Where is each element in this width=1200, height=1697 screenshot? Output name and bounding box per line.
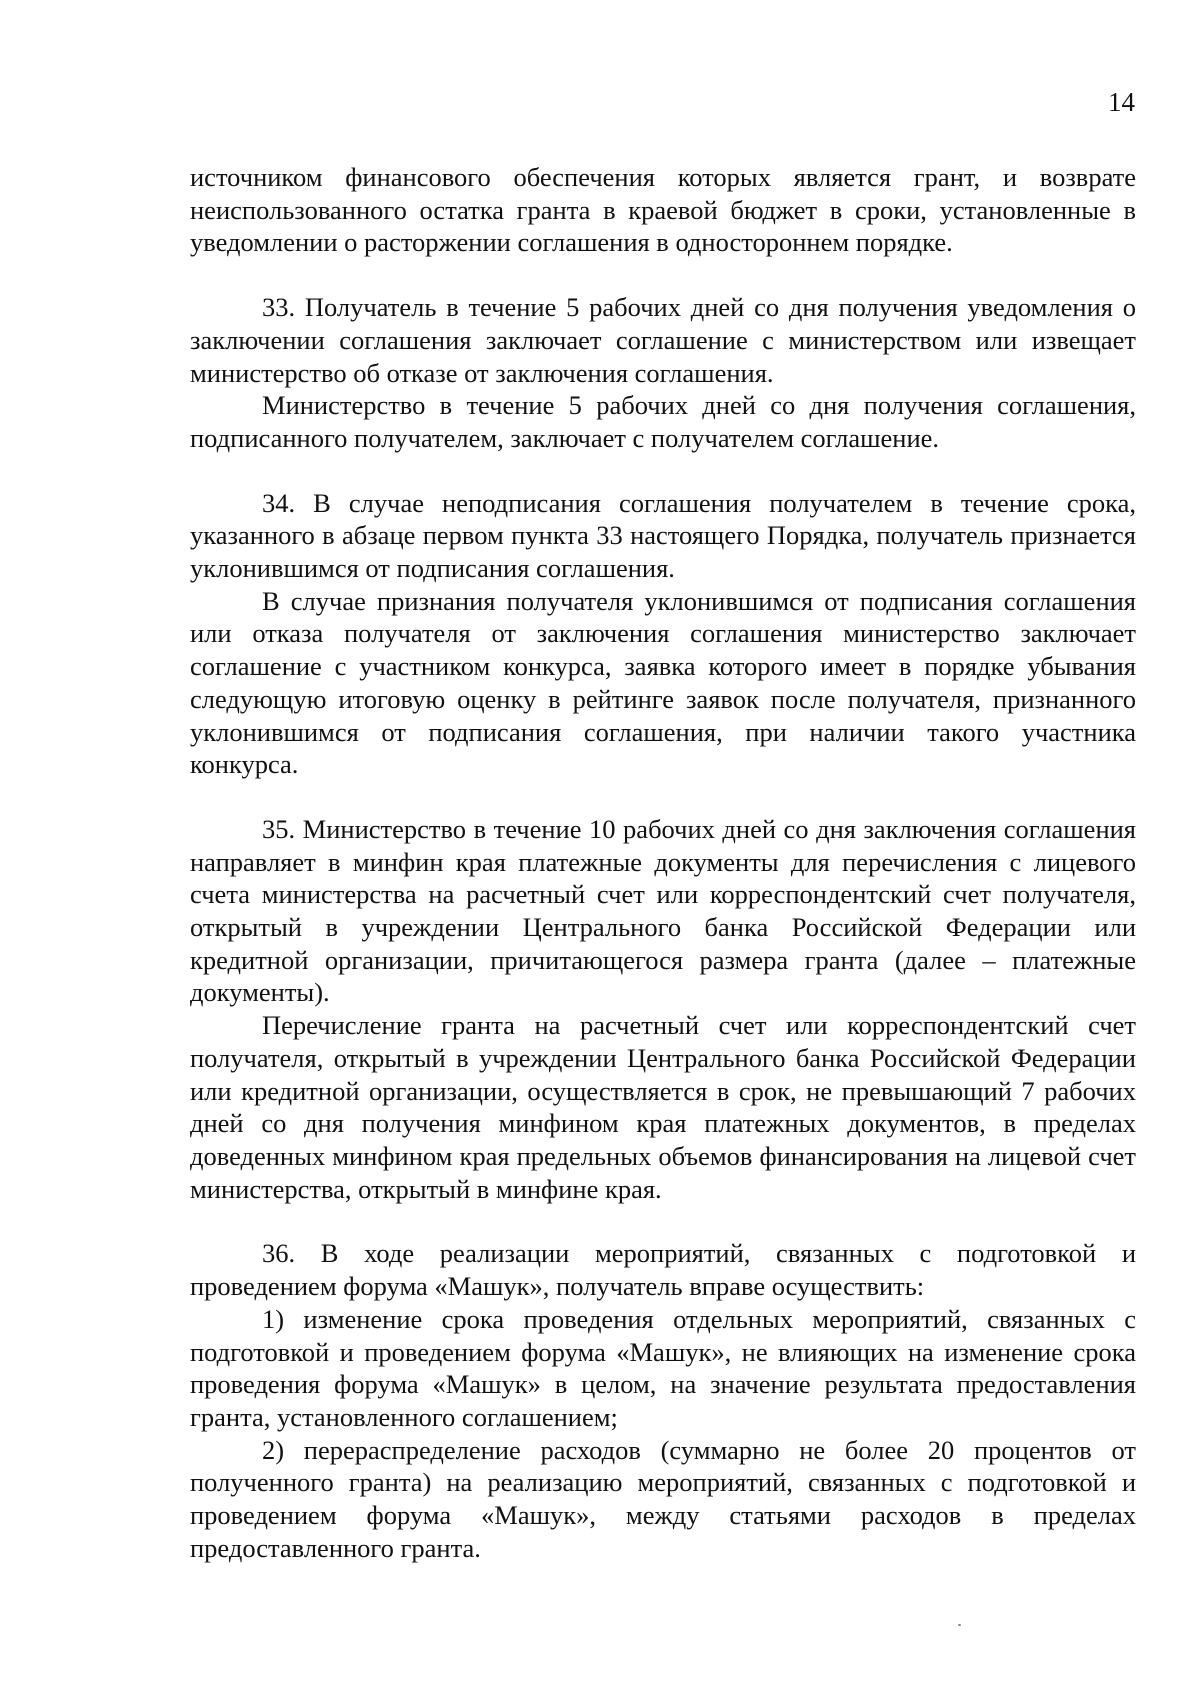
paragraph-item-34-part-2: В случае признания получателя уклонившимся от подписания соглашения или отказа получателя от заключения соглашения министерство заключает соглашение с участником конкурса, заявка которого имеет в порядке убывания следующую итоговую оценку в рейтинге заявок после получателя, признанного уклонившимся от подписания соглашения, при наличии такого участника конкурса. (190, 585, 1136, 780)
paragraph-item-33: 33. Получатель в течение 5 рабочих дней со дня получения уведомления о заключении соглашения заключает соглашение с министерством или извещает министерство об отказе от заключения соглашения. (190, 292, 1136, 388)
paragraph-item-36: 36. В ходе реализации мероприятий, связанных с подготовкой и проведением форума «Машук», получатель вправе осуществить: (190, 1238, 1136, 1302)
page-number: 14 (1108, 87, 1135, 117)
paragraph-item-36-subitem-2: 2) перераспределение расходов (суммарно не более 20 процентов от полученного гранта) на реализацию мероприятий, связанных с подготовкой и проведением форума «Машук», между статьями расходов в пределах предоставленного гранта. (190, 1434, 1136, 1563)
paragraph-item-36-subitem-1: 1) изменение срока проведения отдельных мероприятий, связанных с подготовкой и проведением форума «Машук», не влияющих на изменение срока проведения форума «Машук» в целом, на значение результата предоставления гранта, установленного соглашением; (190, 1303, 1136, 1432)
scan-speck (958, 1624, 961, 1626)
paragraph-item-34: 34. В случае неподписания соглашения получателем в течение срока, указанного в абзаце первом пункта 33 настоящего Порядка, получатель признается уклонившимся от подписания соглашения. (190, 487, 1136, 584)
paragraph-continuation: источником финансового обеспечения которых является грант, и возврате неиспользованного остатка гранта в краевой бюджет в сроки, установленные в уведомлении о расторжении соглашения в одностороннем порядке. (190, 162, 1136, 258)
paragraph-item-35-part-2: Перечисление гранта на расчетный счет или корреспондентский счет получателя, открытый в учреждении Центрального банка Российской Федерации или кредитной организации, осуществляется в срок, не превышающий 7 рабочих дней со дня получения минфином края платежных документов, в пределах доведенных минфином края предельных объемов финансирования на лицевой счет министерства, открытый в минфине края. (190, 1010, 1136, 1204)
paragraph-item-35: 35. Министерство в течение 10 рабочих дней со дня заключения соглашения направляет в минфин края платежные документы для перечисления с лицевого счета министерства на расчетный счет или корреспондентский счет получателя, открытый в учреждении Центрального банка Российской Федерации или кредитной организации, причитающегося размера гранта (далее – платежные документы). (190, 813, 1136, 1008)
paragraph-item-33-part-2: Министерство в течение 5 рабочих дней со дня получения соглашения, подписанного получателем, заключает с получателем соглашение. (190, 390, 1136, 453)
document-body (190, 161, 1136, 1564)
